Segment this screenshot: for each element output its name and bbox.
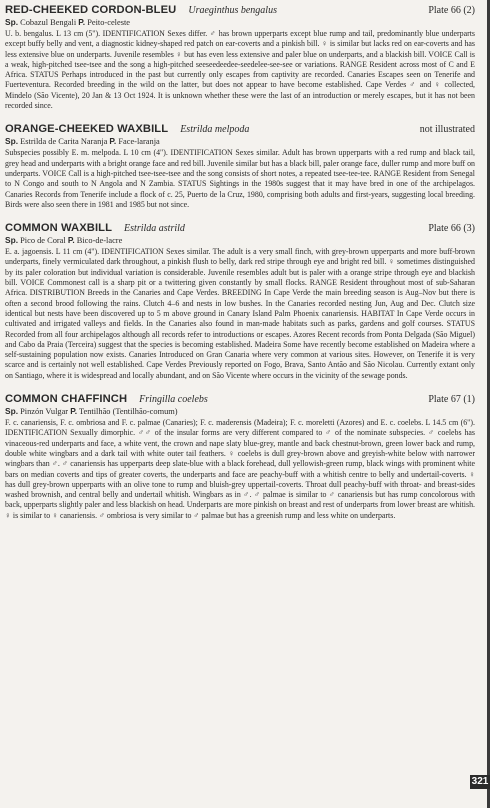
local-names: Sp. Cobazul Bengali P. Peito-celeste (5, 17, 131, 27)
page-number: 321 (471, 776, 489, 787)
local-names: Sp. Pinzón Vulgar P. Tentilhão (Tentilhão-comum) (5, 406, 178, 417)
plate-reference: Plate 66 (3) (428, 223, 475, 235)
scientific-name: Fringilla coelebs (139, 394, 208, 406)
species-heading (5, 4, 475, 16)
species-description: F. c. canariensis, F. c. ombriosa and F. c. palmae (Canaries); F. c. maderensis (Madeira); F. c. moreletti (Azores) and E. c. coelebs. L 14.5 cm (6"). IDENTIFICATION Sexually dimorphic. ♂♂ of the insular forms are very different compared to ♂ of the nominate subspecies. ♂ coelebs has vinaceous-red underparts and face, a white vent, the crown and nape slaty blue-grey, mantle and back chestnut-brown, green lower back and rump, double white wingbars and a dark tail with white outer tail feathers. ♀ coelebs is dull grey-brown above and greyish-white below with narrower wingbars than ♂. ♂ canariensis has upperparts deep slate-blue with a black forehead, dull yellowish-green rump, black wings with prominent white bars on median coverts and tips of greater coverts, the underparts and face are peachy-buff with a whitish centre to belly and undertail-coverts. ♀ has dull grey-brown upperparts with an olive tone to rump and bluish-grey uppertail-coverts. Throat dull peachy-buff with throat- and breast-sides washed brownish, and central belly and undertail whitish. Wingbars as in ♂. ♂ palmae is similar to ♂ canariensis but has rump concolorous with back, upperparts slightly paler and less blackish on head. Underparts are more pinkish on breast and rest of underparts from lower breast are whitish. ♀ is similar to ♀ canariensis. ♂ ombriosa is very similar to ♂ palmae but has a greenish rump and less white on underparts. (5, 418, 475, 520)
page-content (5, 4, 475, 533)
species-name: RED-CHEEKED CORDON-BLEU (5, 4, 177, 16)
species-heading (5, 123, 475, 135)
scientific-name: Uraeginthus bengalus (188, 5, 277, 16)
species-description: E. a. jagoensis. L 11 cm (4"). IDENTIFICATION Sexes similar. The adult is a very small finch, with grey-brown upperparts and more buff-brown underparts, finely vermiculated dark throughout, a pinkish flush to belly, dark red stripe through eye and bright red bill. ♀ sometimes distinguished by its paler coloration but individual variation is considerable. Juvenile resembles adult but is paler with a orange stripe through eye and blackish bill. VOICE Commonest call is a sharp pit or a twittering given constantly by small flocks. RANGE Resident throughout most of sub-Saharan Africa. DISTRIBUTION Breeds in the Canaries and Cape Verdes. BREEDING In Cape Verde the main breeding season is Aug–Nov but there is often a second brood following the rains. Clutch 4–6 and nests in low bushes. In the Canaries recorded nesting Jun, Aug and Dec. Clutch size identical but nests have been discovered up to 5 m above ground in Canary Island Palm Phoenix canariensis. HABITAT In Cape Verde occurs in cultivated and irrigated valleys and fields. In the Canaries also found in man-made habitats such as parks, gardens and golf courses. STATUS Recorded from all four archipelagos although all records refer to introductions or escapes. Azores Recent records from Ponta Delgada (São Miguel) and Cabo da Praia (Terceira) suggest that the species is becoming established. Madeira Some have recently become established on Madeira where a self-sustaining population now exists. Canaries Introduced on Gran Canaria where very common at various sites. However, on Tenerife it is very scarce and is certainly not well established. Cape Verdes Previously reported on Fogo, Brava, Santo Antão and São Nicolau. Currently extant only on Santiago, where it is widespread and locally abundant, and on São Vicente where occurs in the vicinity of the sewage ponds. (5, 247, 475, 380)
scientific-name: Estrilda melpoda (180, 124, 250, 136)
species-account-2 (5, 222, 475, 381)
species-account-3 (5, 393, 475, 521)
local-names: Sp. Pico de Coral P. Bico-de-lacre (5, 235, 123, 246)
plate-reference: Plate 67 (1) (428, 394, 475, 406)
local-names: Sp. Estrilda de Carita Naranja P. Face-laranja (5, 136, 160, 147)
scientific-name: Estrilda astrild (124, 223, 185, 235)
plate-reference: Plate 66 (2) (428, 5, 475, 16)
species-name: COMMON CHAFFINCH (5, 393, 128, 406)
species-description: Subspecies possibly E. m. melpoda. L 10 cm (4"). IDENTIFICATION Sexes similar. Adult has brown upperparts with a red rump and black tail, grey head and underparts with a bright orange face and red bill. Juvenile similar but has a black bill, paler orange face, duller rump and more buff on underparts. VOICE Call is a high-pitched tsee-tsee-tsee and the song consists of short notes, a repeated tsee-tee-tee. RANGE Resident from Senegal to N Congo and south to N Angola and N Zambia. STATUS Sightings in the 1980s suggest that it may have bred in one of the archipelagos. Canaries Records from Tenerife include a flock of c. 25, Puerto de la Cruz, 1980, comprising both adults and first-years, suggesting local breeding. Birds were also seen there in 1981 and 1985 but not since. (5, 148, 475, 209)
species-heading (5, 222, 475, 234)
plate-reference: not illustrated (419, 124, 475, 136)
species-heading (5, 393, 475, 405)
species-account-0 (5, 4, 475, 111)
species-description: U. b. bengalus. L 13 cm (5"). IDENTIFICATION Sexes differ. ♂ has brown upperparts except blue rump and tail, predominantly blue underparts except buffy belly and vent, a diagnostic kidney-shaped red patch on ear-coverts and a pinkish bill. ♀ is similar but lacks red on ear-coverts and has less extensive blue on underparts. Juvenile resembles ♀ but has even less extensive and paler blue on underparts, and a blackish bill. VOICE Call is a weak, high-pitched tsee-tsee and the song a high-pitched seeseedeedee-seedelee-see-see or variations. RANGE Resident across most of C and E Africa. STATUS Perhaps introduced in the past but currently only escapes from captivity are recorded. Canaries Escapes seen on Tenerife and Fuerteventura. Recorded breeding in the wild on the latter, but does not appear to have become established. Cape Verdes ♂ and ♀ collected, Mindelo (São Vicente), 20 Jan & 13 Oct 1924. It is unknown whether these were the last of an introduction or merely escapes, but it has not been recorded since. (5, 29, 475, 111)
species-account-1 (5, 123, 475, 210)
species-name: ORANGE-CHEEKED WAXBILL (5, 123, 169, 136)
species-name: COMMON WAXBILL (5, 222, 113, 235)
